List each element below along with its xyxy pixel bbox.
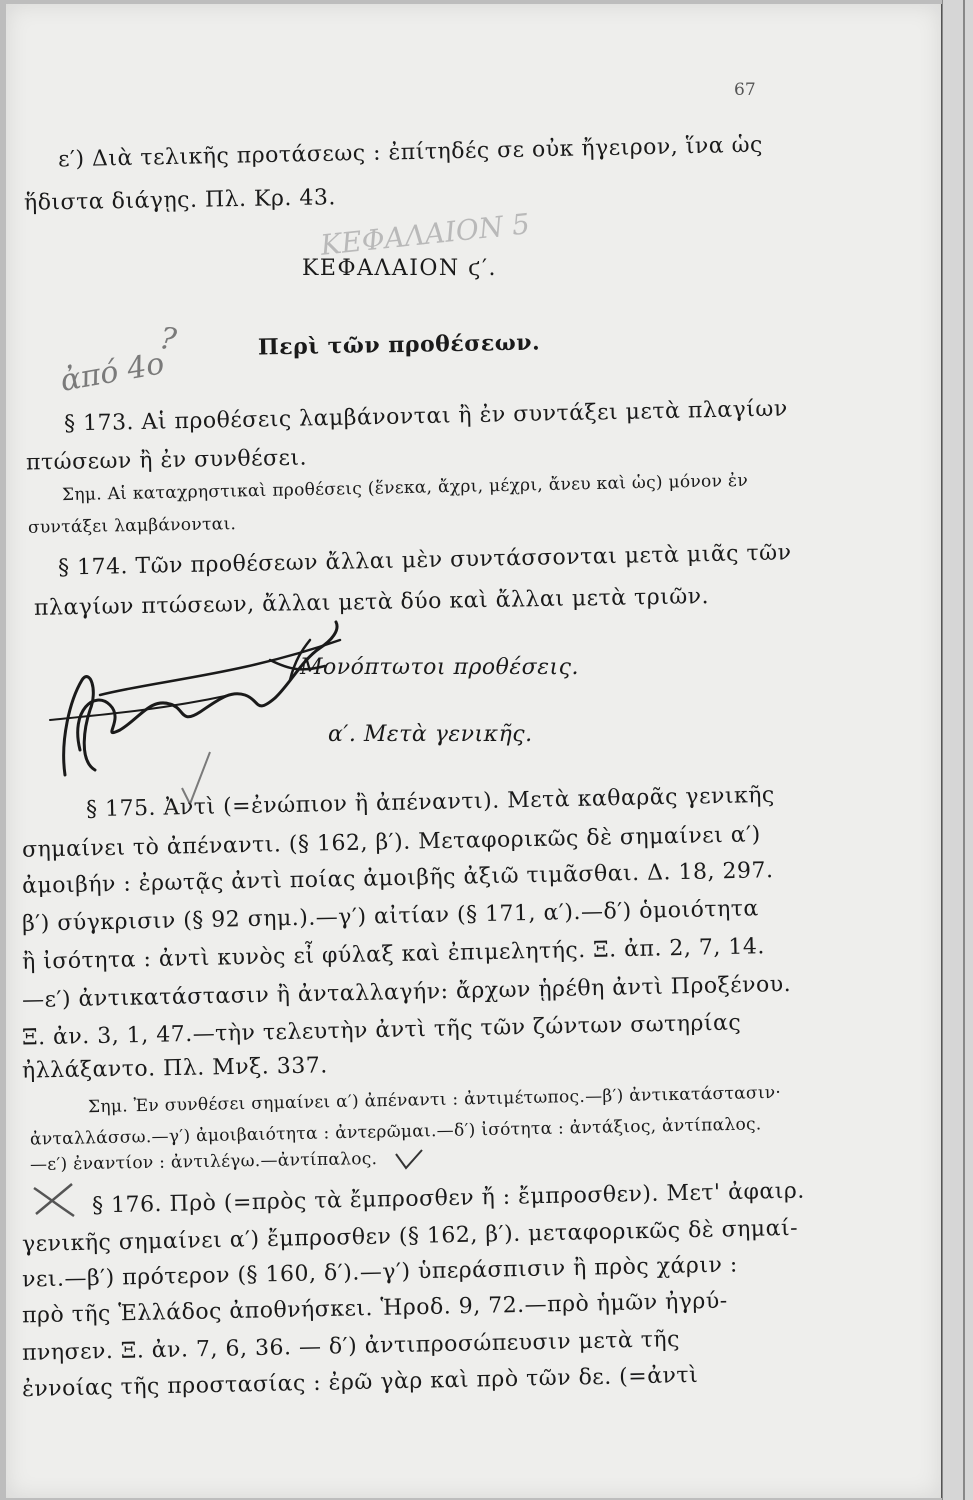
paragraph-175: § 175. Ἀντὶ (=ἐνώπιον ἢ ἀπέναντι). Μετὰ καθαρᾶς γενικῆς bbox=[85, 782, 775, 823]
paragraph-175: ἀμοιβήν : ἐρωτᾷς ἀντὶ ποίας ἀμοιβῆς ἀξιῶ τιμᾶσθαι. Δ. 18, 297. bbox=[21, 858, 774, 899]
note-175: Σημ. Ἐν συνθέσει σημαίνει α′) ἀπέναντι : ἀντιμέτωπος.—β′) ἀντικατάστασιν· bbox=[87, 1082, 782, 1118]
paragraph-175: ἠλλάξαντο. Πλ. Μνξ. 337. bbox=[21, 1053, 328, 1084]
text-line: ε′) Διὰ τελικῆς προτάσεως : ἐπίτηδές σε οὐκ ἤγειρον, ἵνα ὡς bbox=[57, 132, 764, 173]
pencil-check-mark bbox=[394, 1148, 424, 1172]
paragraph-176: πνησεν. Ξ. ἀν. 7, 6, 36. — δ′) ἀντιπροσώπευσιν μετὰ τῆς bbox=[21, 1327, 681, 1366]
subheading-genitive: α′. Μετὰ γενικῆς. bbox=[328, 722, 533, 747]
paragraph-176: νει.—β′) πρότερον (§ 160, δ′).—γ′) ὑπεράσπισιν ἢ πρὸς χάριν : bbox=[21, 1252, 738, 1293]
section-title: Περὶ τῶν προθέσεων. bbox=[257, 329, 541, 361]
subheading-monoptotic: Μονόπτωτοι προθέσεις. bbox=[300, 655, 579, 680]
paragraph-176: § 176. Πρὸ (=πρὸς τὰ ἔμπροσθεν ἤ : ἔμπροσθεν). Μετ' ἀφαιρ. bbox=[91, 1178, 806, 1219]
note-175: ἀνταλλάσσω.—γ′) ἀμοιβαιότητα : ἀντερῶμαι.—δ′) ἰσότητα : ἀντάξιος, ἀντίπαλος. bbox=[29, 1114, 762, 1150]
pencil-note: ἀπό 4ο bbox=[57, 346, 167, 399]
paragraph-176: γενικῆς σημαίνει α′) ἔμπροσθεν (§ 162, β′). μεταφορικῶς δὲ σημαί- bbox=[21, 1215, 799, 1258]
faint-stamp: ΚΕΦΑΛΑΙΟΝ 5 bbox=[318, 207, 532, 262]
paragraph-176: πρὸ τῆς Ἑλλάδος ἀποθνήσκει. Ἡροδ. 9, 72.—πρὸ ἡμῶν ἠγρύ- bbox=[21, 1288, 728, 1329]
paragraph-173: § 173. Αἱ προθέσεις λαμβάνονται ἢ ἐν συντάξει μετὰ πλαγίων bbox=[63, 396, 788, 437]
paragraph-173: πτώσεων ἢ ἐν συνθέσει. bbox=[25, 445, 308, 476]
note-173: συντάξει λαμβάνονται. bbox=[27, 514, 237, 538]
paragraph-174: πλαγίων πτώσεων, ἄλλαι μετὰ δύο καὶ ἄλλαι μετὰ τριῶν. bbox=[33, 584, 710, 621]
paragraph-175: β′) σύγκρισιν (§ 92 σημ.).—γ′) αἰτίαν (§ 171, α′).—δ′) ὁμοιότητα bbox=[21, 896, 760, 937]
pencil-cross-mark bbox=[30, 1180, 80, 1220]
note-173: Σημ. Αἱ καταχρηστικαὶ προθέσεις (ἕνεκα, ἄχρι, μέχρι, ἄνευ καὶ ὡς) μόνον ἐν bbox=[61, 470, 749, 506]
text-line: ἥδιστα διάγῃς. Πλ. Κρ. 43. bbox=[23, 185, 337, 216]
page-number: 67 bbox=[734, 80, 756, 100]
paragraph-174: § 174. Τῶν προθέσεων ἄλλαι μὲν συντάσσονται μετὰ μιᾶς τῶν bbox=[57, 540, 792, 581]
paragraph-175: ἢ ἰσότητα : ἀντὶ κυνὸς εἶ φύλαξ καὶ ἐπιμελητής. Ξ. ἀπ. 2, 7, 14. bbox=[21, 934, 766, 975]
chapter-heading: ΚΕΦΑΛΑΙΟΝ ϛ′. bbox=[302, 256, 497, 281]
paragraph-176: ἐννοίας τῆς προστασίας : ἐρῶ γὰρ καὶ πρὸ τῶν δε. (=ἀντὶ bbox=[21, 1362, 699, 1403]
paragraph-175: Ξ. ἀν. 3, 1, 47.—τὴν τελευτὴν ἀντὶ τῆς τῶν ζώντων σωτηρίας bbox=[21, 1010, 742, 1051]
note-175: —ε′) ἐναντίον : ἀντιλέγω.—ἀντίπαλος. bbox=[29, 1148, 378, 1176]
paragraph-175: σημαίνει τὸ ἀπέναντι. (§ 162, β′). Μεταφορικῶς δὲ σημαίνει α′) bbox=[21, 822, 761, 863]
paragraph-175: —ε′) ἀντικατάστασιν ἢ ἀνταλλαγήν: ἄρχων ᾑρέθη ἀντὶ Προξένου. bbox=[21, 971, 792, 1014]
page-edge bbox=[942, 0, 973, 1500]
pencil-question-mark: ? bbox=[157, 321, 179, 358]
